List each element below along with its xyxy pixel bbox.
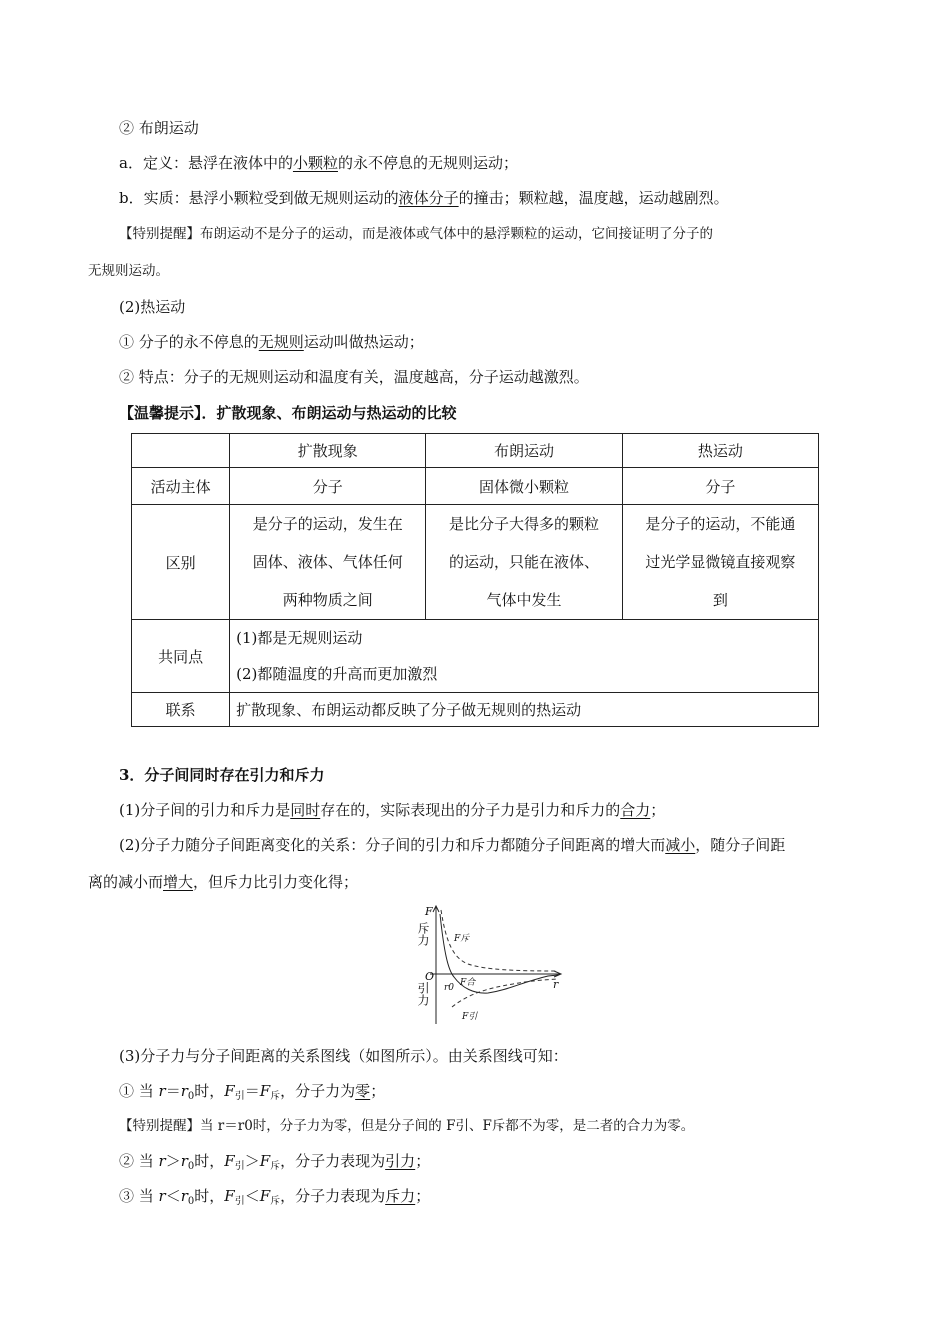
- row-label: 联系: [132, 693, 230, 727]
- attraction-label: 引力: [416, 982, 430, 1006]
- table-row-subject: [132, 468, 819, 505]
- row-label: 活动主体: [132, 468, 230, 505]
- table-cell: 是分子的运动，不能通 过光学显微镜直接观察 到: [622, 505, 818, 620]
- brownian-tip-line2: 无规则运动。: [88, 263, 169, 279]
- origin-label: O: [425, 970, 435, 983]
- table-title: 【温馨提示】．扩散现象、布朗运动与热运动的比较: [119, 404, 457, 422]
- table-header-cell: 热运动: [622, 434, 818, 468]
- brownian-definition: a．定义：悬浮在液体中的小颗粒的永不停息的无规则运动；: [119, 154, 518, 172]
- table-header-row: [132, 434, 819, 468]
- net-force-curve: [440, 914, 558, 993]
- repulsion-label: 斥力: [416, 922, 430, 946]
- table-header-cell: [132, 434, 230, 468]
- section3-heading: 3．分子间同时存在引力和斥力: [119, 766, 325, 784]
- table-row-common: [132, 620, 819, 693]
- row-label: 共同点: [132, 620, 230, 693]
- thermal-definition: ① 分子的永不停息的无规则运动叫做热运动；: [119, 333, 424, 351]
- table-cell: 是分子的运动，发生在 固体、液体、气体任何 两种物质之间: [230, 505, 426, 620]
- table-cell: (1)都是无规则运动 (2)都随温度的升高而更加激烈: [230, 620, 819, 693]
- table-cell: 是比分子大得多的颗粒 的运动，只能在液体、 气体中发生: [426, 505, 622, 620]
- section3-p2-line1: (2)分子力随分子间距离变化的关系：分子间的引力和斥力都随分子间距离的增大而减小，随分子间距: [119, 836, 786, 854]
- table-header-cell: 扩散现象: [230, 434, 426, 468]
- case-equal: ① 当 $r=r_0$时，$F_引=F_斥$，分子力为零；: [119, 1082, 386, 1102]
- brownian-tip-line1: 【特别提醒】布朗运动不是分子的运动，而是液体或气体中的悬浮颗粒的运动，它间接证明了分子的: [119, 226, 713, 242]
- brownian-heading: ② 布朗运动: [119, 119, 199, 137]
- axis-f-label: F: [425, 905, 433, 918]
- table-row-link: [132, 693, 819, 727]
- case-greater: ② 当 $r>r_0$时，$F_引>F_斥$，分子力表现为引力；: [119, 1152, 431, 1172]
- table-row-difference: [132, 505, 819, 620]
- force-distance-figure: [408, 902, 573, 1027]
- section3-p2-line2: 离的减小而增大，但斥力比引力变化得；: [88, 873, 359, 891]
- row-label: 区别: [132, 505, 230, 620]
- case-less: ③ 当 $r<r_0$时，$F_引<F_斥$，分子力表现为斥力；: [119, 1187, 431, 1207]
- table-cell: 分子: [622, 468, 818, 505]
- f-repulsion-label: F斥: [454, 934, 470, 944]
- table-cell: 固体微小颗粒: [426, 468, 622, 505]
- table-header-cell: 布朗运动: [426, 434, 622, 468]
- brownian-essence: b．实质：悬浮小颗粒受到做无规则运动的液体分子的撞击；颗粒越，温度越，运动越剧烈。: [119, 189, 729, 207]
- axis-r-label: r: [553, 978, 559, 991]
- section3-tip: 【特别提醒】当 r＝r0时，分子力为零，但是分子间的 F引、F斥都不为零，是二者的合力为零。: [119, 1118, 695, 1134]
- f-net-label: F合: [460, 978, 476, 988]
- table-cell: 扩散现象、布朗运动都反映了分子做无规则的热运动: [230, 693, 819, 727]
- thermal-feature: ② 特点：分子的无规则运动和温度有关，温度越高，分子运动越激烈。: [119, 368, 589, 386]
- r0-label: r0: [444, 983, 455, 993]
- section3-p1: (1)分子间的引力和斥力是同时存在的，实际表现出的分子力是引力和斥力的合力；: [119, 801, 666, 819]
- f-attraction-label: F引: [462, 1012, 478, 1022]
- section3-p3: (3)分子力与分子间距离的关系图线（如图所示）。由关系图线可知：: [119, 1047, 568, 1065]
- thermal-heading: (2)热运动: [119, 298, 186, 316]
- table-cell: 分子: [230, 468, 426, 505]
- comparison-table: [131, 433, 819, 727]
